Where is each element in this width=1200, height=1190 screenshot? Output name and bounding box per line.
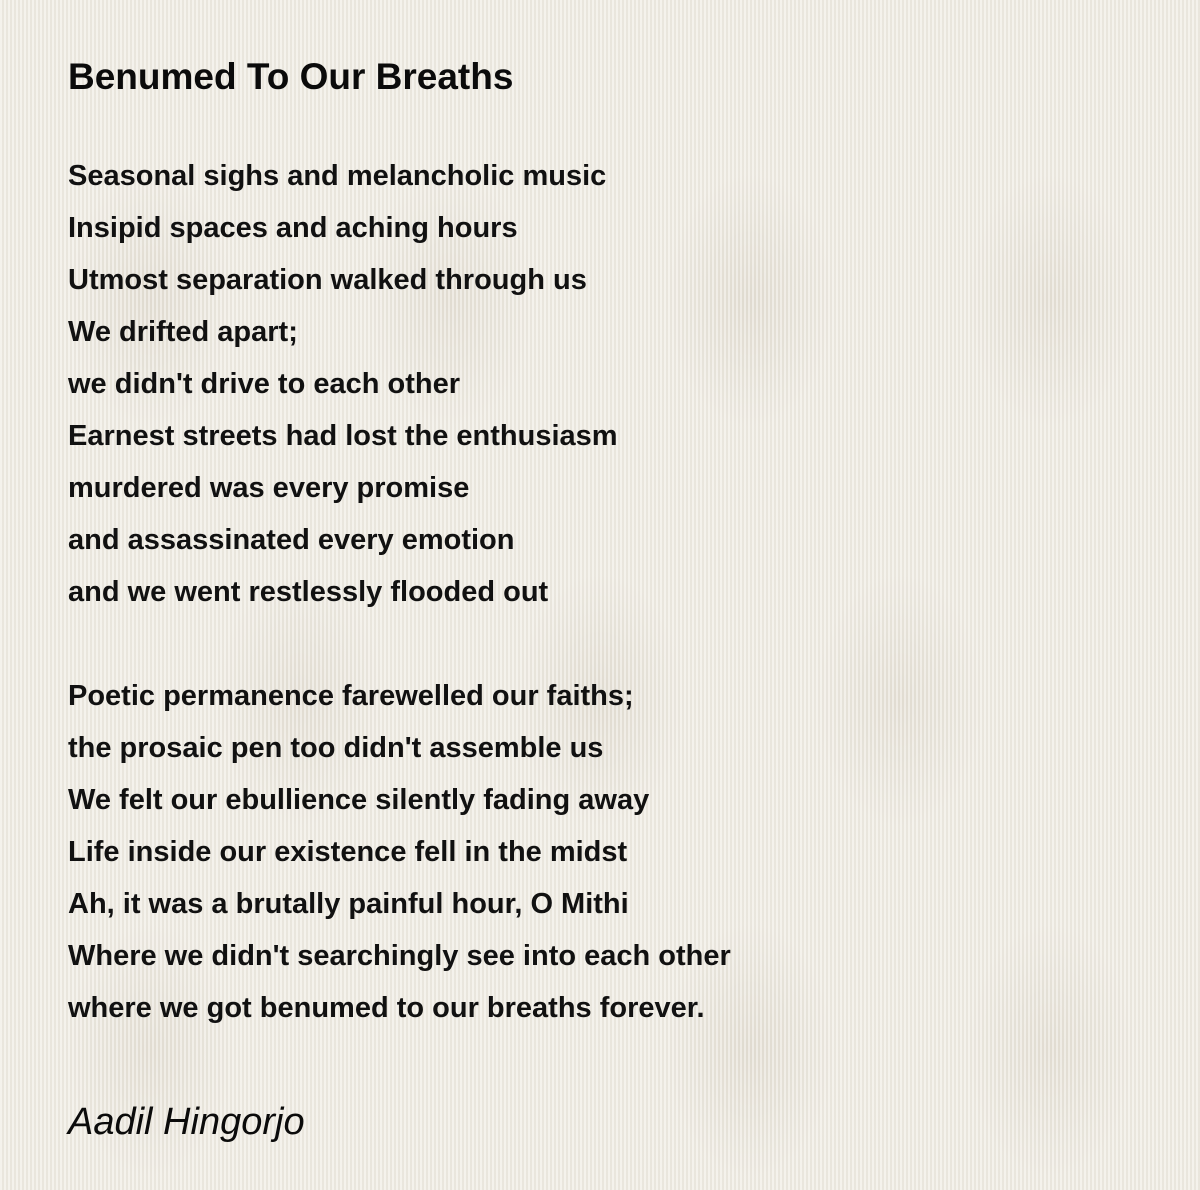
poem-title: Benumed To Our Breaths — [68, 56, 514, 97]
poem-line: we didn't drive to each other — [68, 368, 461, 400]
poem-line: We drifted apart; — [68, 316, 298, 348]
stanza-1 — [68, 150, 1148, 618]
stanza-2 — [68, 670, 1148, 1034]
poem-line: Life inside our existence fell in the midst — [68, 836, 628, 868]
poem-line: Insipid spaces and aching hours — [68, 212, 518, 244]
poem-container — [68, 52, 1148, 1147]
poem-line: and assassinated every emotion — [68, 524, 515, 556]
poem-line: We felt our ebullience silently fading away — [68, 784, 650, 816]
poem-author: Aadil Hingorjo — [68, 1101, 305, 1143]
poem-line: Utmost separation walked through us — [68, 264, 587, 296]
poem-line: Ah, it was a brutally painful hour, O Mithi — [68, 888, 629, 920]
poem-line: Seasonal sighs and melancholic music — [68, 160, 607, 192]
poem-line: Where we didn't searchingly see into each other — [68, 940, 731, 972]
poem-line: Earnest streets had lost the enthusiasm — [68, 420, 618, 452]
poem-line: where we got benumed to our breaths forever. — [68, 992, 705, 1024]
poem-line: the prosaic pen too didn't assemble us — [68, 732, 604, 764]
poem-line: Poetic permanence farewelled our faiths; — [68, 680, 634, 712]
poem-line: and we went restlessly flooded out — [68, 576, 549, 608]
poem-line: murdered was every promise — [68, 472, 470, 504]
